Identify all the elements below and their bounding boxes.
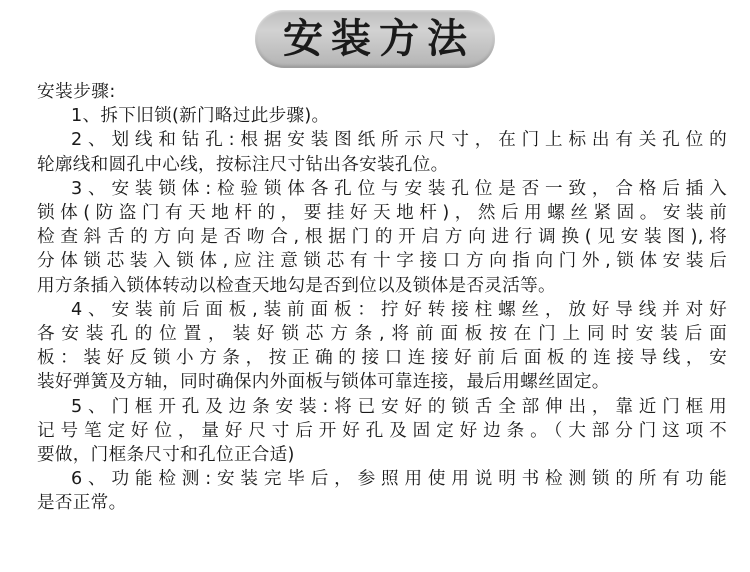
step-3-line: 用方条插入锁体转动以检查天地勾是否到位以及锁体是否灵活等。: [37, 275, 556, 296]
step-6-line: 6、功能检测:安装完毕后，参照用使用说明书检测锁的所有功能: [71, 469, 727, 490]
step-5-line: 记号笔定好位，量好尺寸后开好孔及固定好边条。（大部分门这项不: [37, 420, 727, 441]
step-5: [37, 395, 727, 468]
page-title: 安装方法: [283, 16, 475, 62]
step-1: [37, 104, 727, 128]
step-6: [37, 467, 727, 515]
title-banner: [255, 10, 495, 68]
step-2: [37, 128, 727, 176]
steps-heading: 安装步骤:: [37, 82, 116, 102]
step-3-line: 锁体(防盗门有天地杆的，要挂好天地杆)，然后用螺丝紧固。安装前: [37, 203, 727, 224]
step-2-line: 2、划线和钻孔:根据安装图纸所示尺寸，在门上标出有关孔位的: [71, 130, 727, 151]
step-6-line: 是否正常。: [37, 493, 127, 514]
step-4: [37, 298, 727, 395]
step-2-line: 轮廓线和圆孔中心线，按标注尺寸钻出各安装孔位。: [37, 154, 449, 175]
instructions-body: [37, 80, 727, 516]
step-3-line: 分体锁芯装入锁体,应注意锁芯有十字接口方向指向门外,锁体安装后: [37, 251, 727, 272]
step-3-line: 检查斜舌的方向是否吻合,根据门的开启方向进行调换(见安装图),将: [37, 227, 728, 248]
step-4-line: 装好弹簧及方轴，同时确保内外面板与锁体可靠连接，最后用螺丝固定。: [37, 372, 610, 393]
step-3: [37, 177, 727, 298]
step-5-line: 要做，门框条尺寸和孔位正合适): [37, 445, 295, 466]
step-4-line: 4、安装前后面板,装前面板：拧好转接柱螺丝，放好导线并对好: [71, 299, 727, 320]
step-4-line: 各安装孔的位置，装好锁芯方条,将前面板按在门上同时安装后面: [37, 324, 727, 345]
step-1-line: 1、拆下旧锁(新门略过此步骤)。: [71, 106, 330, 127]
step-3-line: 3、安装锁体:检验锁体各孔位与安装孔位是否一致，合格后插入: [71, 178, 727, 199]
step-4-line: 板：装好反锁小方条，按正确的接口连接好前后面板的连接导线，安: [37, 348, 727, 369]
step-5-line: 5、门框开孔及边条安装:将已安好的锁舌全部伸出，靠近门框用: [71, 396, 727, 417]
